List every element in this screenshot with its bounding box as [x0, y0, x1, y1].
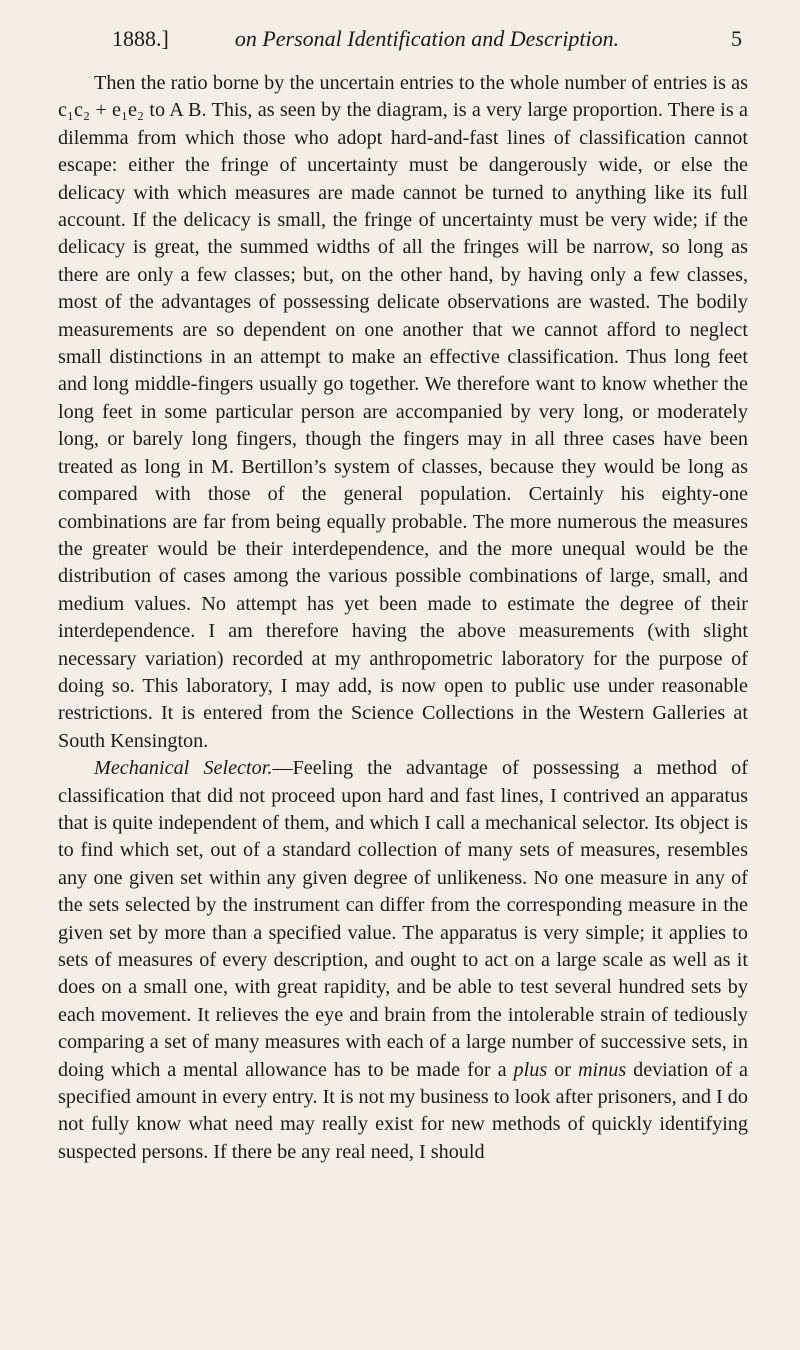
body-text: [58, 70, 748, 1166]
paragraph-2-body-b: deviation of a specified amount in every entry. It is not my business to look after prisoners, and I do not fully know what need may really exist for new methods of quickly identifying suspected persons. If there be any real need, I should: [58, 1058, 748, 1163]
plus-term: plus: [513, 1058, 548, 1081]
minus-term: minus: [577, 1058, 627, 1081]
paragraph-ratio: [58, 70, 748, 755]
year-label: 1888.]: [112, 26, 169, 51]
uncertainty-formula: c₁c₂ + e₁e₂: [58, 99, 145, 122]
running-title: on Personal Identification and Description.: [234, 26, 620, 51]
section-heading: Mechanical Selector.: [94, 757, 273, 780]
paragraph-1-lead: Then the ratio borne by the uncertain entries to the whole number of entries is as: [94, 72, 748, 94]
paragraph-1-body: to A B. This, as seen by the diagram, is a very large proportion. There is a dilemma from which those who adopt hard-and-fast lines of classification cannot escape: either the fringe of uncertainty must be dangerously wide, or else the delicacy with which measures are made cannot be turned to anything like its full account. If the delicacy is small, the fringe of uncertainty must be very wide; if the delicacy is great, the summed widths of all the fringes will be narrow, so long as there are only a few classes; but, on the other hand, by having only a few classes, most of the advantages of possessing delicate observations are wasted. The bodily measurements are so dependent on one another that we cannot afford to neglect small distinctions in an attempt to make an effective classification. Thus long feet and long middle-fingers usually go together. We therefore want to know whether the long feet in some particular person are accompanied by very long, or moderately long, or barely long fingers, though the fingers may in all three cases have been treated as long in M. Bertillon’s system of classes, because they would be long as compared with those of the general population. Certainly his eighty-one combinations are far from being equally probable. The more numerous the measures the greater would be their interdependence, and the more unequal would be the distribution of cases among the various possible combinations of large, small, and medium values. No attempt has yet been made to estimate the degree of their interdependence. I am therefore having the above measurements (with slight necessary variation) recorded at my anthropometric laboratory for the purpose of doing so. This laboratory, I may add, is now open to public use under reasonable restrictions. It is entered from the Science Collections in the Western Galleries at South Kensington.: [58, 99, 748, 752]
running-head: [112, 26, 742, 60]
or-word: or: [547, 1058, 578, 1081]
paragraph-mechanical-selector: [58, 755, 748, 1166]
paragraph-2-body-a: —Feeling the advantage of possessing a method of classification that did not proceed upon hard and fast lines, I contrived an apparatus that is quite independent of them, and which I call a mechanical selector. Its object is to find which set, out of a standard collection of many sets of measures, resembles any one given set within any given degree of unlikeness. No one measure in any of the sets selected by the instrument can differ from the corresponding measure in the given set by more than a specified value. The apparatus is very simple; it applies to sets of measures of every description, and ought to act on a large scale as well as it does on a small one, with great rapidity, and be able to test several hundred sets by each movement. It relieves the eye and brain from the intolerable strain of tediously comparing a set of many measures with each of a large number of successive sets, in doing which a mental allowance has to be made for a: [58, 757, 748, 1081]
page-number: 5: [731, 26, 742, 51]
